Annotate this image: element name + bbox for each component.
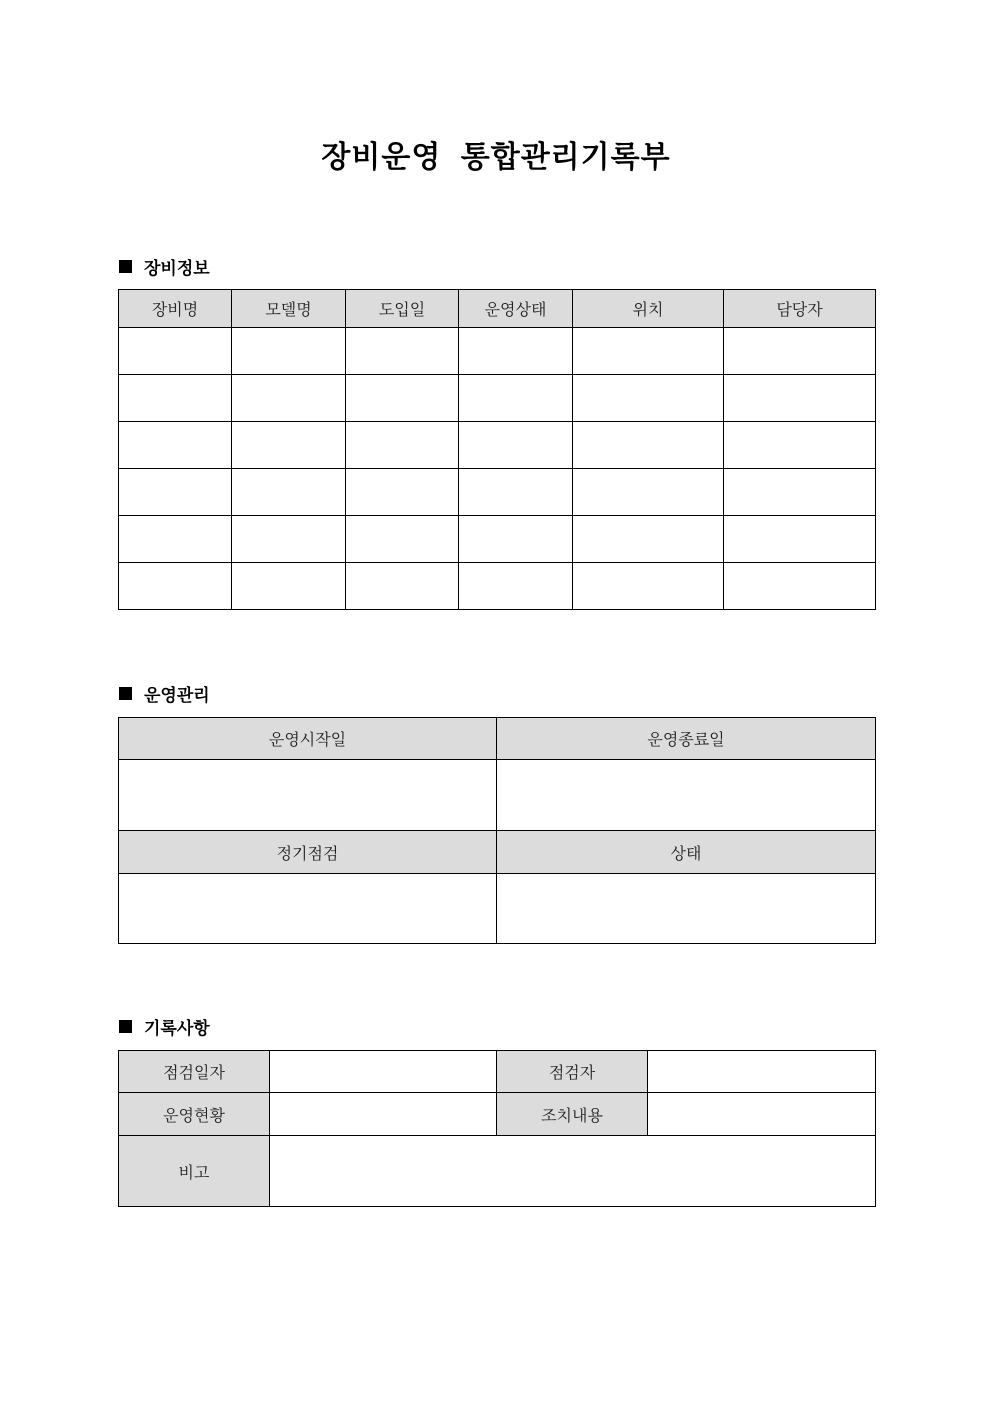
column-header-equipment-name: 장비명: [119, 290, 232, 328]
square-bullet-icon: [119, 687, 132, 700]
table-row: [119, 1136, 876, 1207]
table-header-row: [119, 718, 876, 760]
table-cell[interactable]: [724, 328, 876, 375]
regular-inspection-field[interactable]: [119, 874, 497, 944]
label-end-date: 운영종료일: [497, 718, 876, 760]
table-cell[interactable]: [346, 469, 459, 516]
table-cell[interactable]: [573, 422, 724, 469]
table-row: [119, 516, 876, 563]
column-header-operation-status: 운영상태: [459, 290, 573, 328]
equipment-info-table: [118, 289, 876, 610]
label-operation-status: 운영현황: [119, 1093, 270, 1136]
square-bullet-icon: [119, 1020, 132, 1033]
column-header-introduction-date: 도입일: [346, 290, 459, 328]
table-cell[interactable]: [232, 328, 346, 375]
section-heading-records: [119, 1014, 210, 1039]
section-heading-operation: [119, 681, 210, 706]
table-row: [119, 1051, 876, 1093]
table-cell[interactable]: [459, 469, 573, 516]
inspector-field[interactable]: [648, 1051, 876, 1093]
table-cell[interactable]: [459, 328, 573, 375]
table-cell[interactable]: [119, 422, 232, 469]
label-start-date: 운영시작일: [119, 718, 497, 760]
operation-status-field[interactable]: [270, 1093, 497, 1136]
column-header-manager: 담당자: [724, 290, 876, 328]
table-cell[interactable]: [346, 375, 459, 422]
table-cell[interactable]: [459, 516, 573, 563]
label-action-taken: 조치내용: [497, 1093, 648, 1136]
table-row: [119, 375, 876, 422]
table-cell[interactable]: [119, 328, 232, 375]
table-cell[interactable]: [346, 422, 459, 469]
table-cell[interactable]: [232, 375, 346, 422]
table-row: [119, 1093, 876, 1136]
table-header-row: [119, 831, 876, 874]
table-row: [119, 760, 876, 831]
table-cell[interactable]: [119, 516, 232, 563]
table-cell[interactable]: [232, 563, 346, 610]
table-cell[interactable]: [573, 469, 724, 516]
table-cell[interactable]: [232, 469, 346, 516]
label-remarks: 비고: [119, 1136, 270, 1207]
table-cell[interactable]: [119, 469, 232, 516]
table-cell[interactable]: [459, 375, 573, 422]
table-cell[interactable]: [459, 422, 573, 469]
table-cell[interactable]: [724, 469, 876, 516]
table-cell[interactable]: [346, 563, 459, 610]
table-row: [119, 874, 876, 944]
table-cell[interactable]: [573, 516, 724, 563]
status-field[interactable]: [497, 874, 876, 944]
section-title: 장비정보: [144, 259, 210, 279]
table-row: [119, 563, 876, 610]
section-title: 운영관리: [144, 686, 210, 706]
section-title: 기록사항: [144, 1019, 210, 1039]
action-taken-field[interactable]: [648, 1093, 876, 1136]
table-cell[interactable]: [232, 422, 346, 469]
table-cell[interactable]: [724, 516, 876, 563]
table-cell[interactable]: [724, 375, 876, 422]
table-row: [119, 469, 876, 516]
inspection-date-field[interactable]: [270, 1051, 497, 1093]
table-cell[interactable]: [573, 328, 724, 375]
table-row: [119, 328, 876, 375]
records-table: [118, 1050, 876, 1207]
remarks-field[interactable]: [270, 1136, 876, 1207]
label-inspector: 점검자: [497, 1051, 648, 1093]
table-cell[interactable]: [724, 563, 876, 610]
table-cell[interactable]: [346, 516, 459, 563]
document-title: 장비운영 통합관리기록부: [321, 140, 671, 175]
end-date-field[interactable]: [497, 760, 876, 831]
table-row: [119, 422, 876, 469]
column-header-model-name: 모델명: [232, 290, 346, 328]
table-cell[interactable]: [232, 516, 346, 563]
table-cell[interactable]: [119, 375, 232, 422]
table-cell[interactable]: [346, 328, 459, 375]
table-cell[interactable]: [573, 563, 724, 610]
table-cell[interactable]: [119, 563, 232, 610]
label-inspection-date: 점검일자: [119, 1051, 270, 1093]
square-bullet-icon: [119, 260, 132, 273]
operation-table: [118, 717, 876, 944]
label-regular-inspection: 정기점검: [119, 831, 497, 874]
start-date-field[interactable]: [119, 760, 497, 831]
column-header-location: 위치: [573, 290, 724, 328]
table-header-row: [119, 290, 876, 328]
section-heading-equipment-info: [119, 254, 210, 279]
table-cell[interactable]: [724, 422, 876, 469]
label-status: 상태: [497, 831, 876, 874]
table-cell[interactable]: [459, 563, 573, 610]
table-cell[interactable]: [573, 375, 724, 422]
